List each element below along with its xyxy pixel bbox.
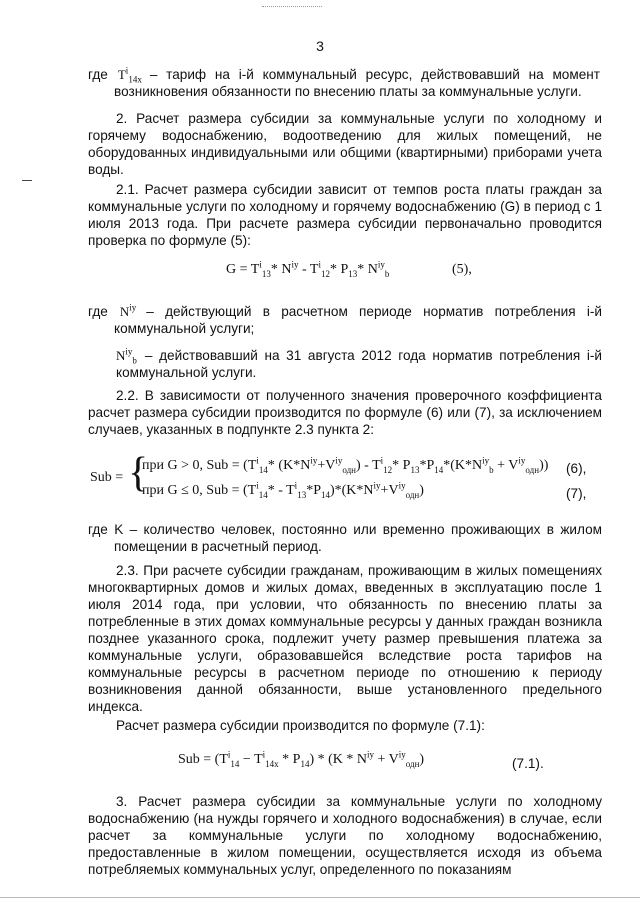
formula-6-condition: при G > 0, — [142, 458, 203, 473]
formula-7: при G ≤ 0, Sub = $(T^i_{14}* - T^i_{13}*P_{14})*(K*N^{iy}+V^{iy}_{одн})$ — [142, 480, 424, 500]
paragraph-norm-definition — [88, 303, 602, 337]
formula-6: при G > 0, Sub = ($T^i_{14}*$ $(K*N^{iy}+V^{iy}_{одн}) - T^i_{12}*$ $P_{13}*P_{14}*(K*N^{iy}_b + V^{iy}_{одн})$) — [142, 455, 549, 475]
formula-6-number: (6), — [566, 461, 587, 476]
norm-definition-line2: коммунальной услуги; — [114, 321, 255, 336]
paragraph-2-1: 2.1. Расчет размера субсидии зависит от темпов роста платы граждан за коммунальные услуги по холодному и горячему водоснабжению (G) в период с 1 июля 2013 года. При расчете размера субсидии первоначально проводится проверка по формуле (5): — [88, 182, 602, 248]
norm-definition-line1: – действующий в расчетном периоде норматив потребления i-й — [146, 304, 602, 319]
tariff-definition-line2: возникновения обязанности по внесению платы за коммунальные услуги. — [114, 84, 582, 99]
margin-mark — [22, 180, 32, 181]
paragraph-2: 2. Расчет размера субсидии за коммунальные услуги по холодному и горячему водоснабжению, водоотведению для жилых помещений, не оборудованных индивидуальными или общими (квартирными) приборами учета воды. — [88, 111, 602, 177]
formula-5-number: (5), — [452, 262, 472, 277]
formula-5: $G = T^i_{13}*$ $N^{iy} - T^i_{12}*$ $P_{13}*$ $N^{iy}_b$ — [226, 259, 390, 279]
where-word: где — [88, 67, 108, 82]
formula-sub-lhs: Sub = — [90, 470, 124, 485]
k-definition-line2: помещении в расчетный период. — [114, 539, 322, 554]
paragraph-formula-7-1-intro: Расчет размера субсидии производится по формуле (7.1): — [116, 718, 485, 733]
norm-b-definition-line2: коммунальной услуги. — [116, 365, 257, 380]
tariff-symbol: $T^i_{14x}$ — [117, 65, 142, 85]
paragraph-2-3: 2.3. При расчете субсидии гражданам, проживающим в жилых помещениях многоквартирных домов и жилых домах, введенных в эксплуатацию после 1 июля 2014 года, при условии, что обязанность по внесению платы за потребленные в этих домах коммунальные ресурсы у данных граждан возникла позднее указанного срока, подлежит учету размер превышения платежа за коммунальные услуги, образовавшейся вследствие роста тарифов на коммунальные ресурсы в расчетном периоде по отношению к периоду возникновения данной обязанности, выше установленного предельного индекса. — [88, 563, 602, 714]
norm-b-definition-line1: – действовавший на 31 августа 2012 года норматив потребления i-й — [144, 348, 602, 363]
scan-artifact-line — [262, 6, 322, 7]
paragraph-tariff-definition — [88, 66, 600, 100]
paragraph-3: 3. Расчет размера субсидии за коммунальные услуги по холодному водоснабжению (на нужды горячего и холодного водоснабжения) в случае, если расчет за коммунальные услуги по холодному водоснабжению, предоставленные в жилом помещении, осуществляется исходя из объема потребляемых коммунальных услуг, определенного по показаниям — [88, 794, 602, 877]
norm-symbol: $N^{iy}$ — [119, 302, 137, 319]
formula-7-1: Sub = $(T^i_{14} - T^i_{14x} * P_{14}) * (K * N^{iy} + V^{iy}_{одн})$ — [178, 749, 425, 769]
k-definition-line1: где K – количество человек, постоянно или временно проживающих в жилом — [88, 522, 602, 537]
formula-7-number: (7), — [566, 486, 587, 501]
norm-b-symbol: $N^{iy}_b$ — [116, 346, 137, 366]
paragraph-norm-b-definition — [116, 347, 602, 381]
paragraph-2-2: 2.2. В зависимости от полученного значения проверочного коэффициента расчет размера субсидии производится по формуле (6) или (7), за исключением случаев, указанных в подпункте 2.3 пункта 2: — [88, 388, 602, 437]
formula-7-condition: при G ≤ 0, — [142, 483, 203, 498]
where-word: где — [88, 304, 108, 319]
formula-brace: { — [128, 450, 149, 496]
scan-bottom-edge — [0, 897, 640, 898]
paragraph-k-definition — [88, 521, 602, 555]
formula-7-1-number: (7.1). — [512, 756, 544, 771]
tariff-definition-line1: – тариф на i-й коммунальный ресурс, действовавший на момент — [149, 67, 600, 82]
page-number: 3 — [316, 38, 324, 54]
